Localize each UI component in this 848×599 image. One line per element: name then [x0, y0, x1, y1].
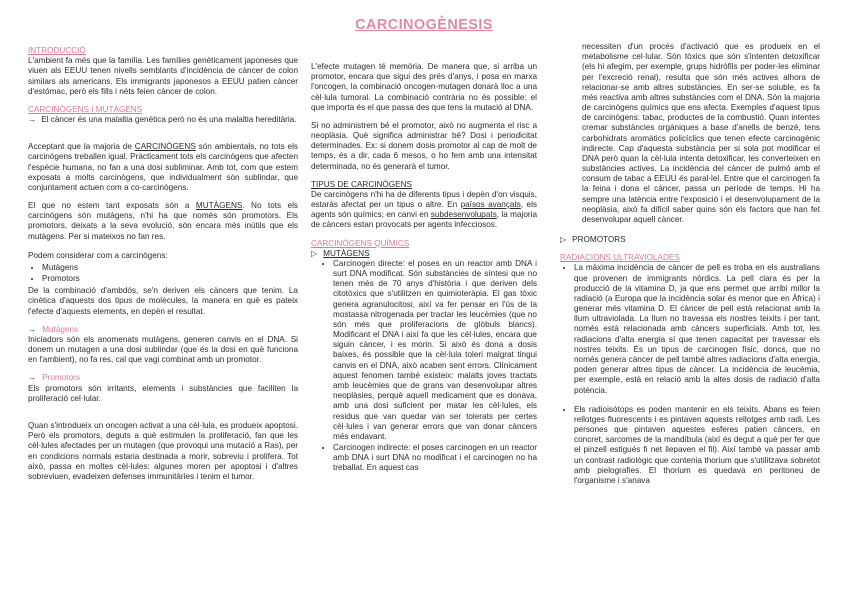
memory-paragraph: L'efecte mutagen té memòria. De manera que, si arriba un promotor, encara que sigui des prés d'anys, i posa en marxa l'oncogen, la combinació oncogen-mutagen donarà lloc a una cèl·lula tumoral. La combinació contrària no és possible: el que importa és el que passa des que tens la mutació al DNA. [311, 62, 537, 112]
right-arrow-icon: → [28, 324, 37, 334]
mutagens-definition: Iniciadors són els anomenats mutàgens, generen canvis en el DNA. Si donem un mutagen a una dosi sublindar (que és la dosi en què funciona en l'ambient), no fa res, cal que vagi combinat amb un promotor. [28, 334, 298, 365]
arrow-note-text: El càncer és una malaltia genètica però no és una malaltia hereditària. [41, 115, 297, 125]
mutagens-subheading: → Mutàgens [28, 324, 79, 334]
list-item: • Els radioisòtops es poden mantenir en els teixits. Abans es feien rellotges fluorescents i es pintaven aquests rellotges amb radi. Les persones que pintaven aquestes esferes patien càncers, en concret, sarcomes de la mandíbula (així és degut a què per fer que el pinzell estigués fi net llepaven el fil). Així també va passar amb un contrast radiològic que contenia thorium que s'utilitzava sobretot amb pielografies. El thorium es quedava en peritoneu de l'organisme i s'anava [574, 405, 820, 486]
promotors-group-heading: ▷ PROMOTORS [560, 235, 626, 245]
intro-paragraph: L'ambient fa més que la família. Les famílies genèticament japoneses que viuen als EEUU tenen nivells semblants d'incidència de càncer de colon similars als americans. Els immigrants japonesos a EEUU patien càncer d'estómac, però els fills i néts feien càncer de colon. [28, 56, 298, 96]
promotors-definition: Els promotors són irritants, elements i substàncies que faciliten la proliferació cel·lular. [28, 383, 298, 403]
section-heading-carcinogens-mutagens: CARCINÒGENS I MUTÀGENS [28, 104, 143, 114]
section-heading-chemical: CARCINÒGENS QUÍMICS [311, 238, 410, 248]
link-underdeveloped: subdesenvolupats [430, 210, 497, 220]
combination-paragraph: De la combinació d'ambdós, se'n deriven els càncers que tenim. La cinètica d'aquests dos tipus de molècules, la manera en què es pateix l'efecte d'aquests elements, en depèn el resultat. [28, 286, 298, 316]
section-heading-types: TIPUS DE CARCINÒGENS [311, 179, 412, 189]
chemical-carcinogen-list [311, 259, 537, 474]
triangle-right-icon: ▷ [560, 235, 567, 245]
carcinogen-types-list [28, 263, 298, 284]
section-heading-intro: INTRODUCCIÓ [28, 46, 86, 55]
right-arrow-icon: → [28, 115, 37, 125]
list-item: • Promotors [42, 274, 298, 284]
mutagens-term: MUTÀGENS [195, 201, 243, 211]
column-2 [311, 62, 537, 476]
list-item: • Mutàgens [42, 263, 298, 273]
administration-paragraph: Si no administrem bé el promotor, això no augmenta el risc a neoplàsia. Què significa administrar bé? Dosi i periodicitat determinades. Ex: si donem dosis promotor al cap de molt de temps, és a dir, cada 6 mesos, o ho fem amb una intensitat determinada, no és generarà el tumor. [311, 120, 537, 171]
types-paragraph: De carcinògens n'hi ha de diferents tipus i depèn d'on visquis, estaràs afectat per un tipus o altre. En països avançats, els agents són químics; en canvi en subdesenvolupats, la majoria de càncers estan provocats per agents infecciosos. [311, 189, 538, 230]
arrow-note [28, 115, 298, 125]
column-1 [28, 46, 298, 490]
promotors-subheading: → Promotors [28, 373, 80, 383]
list-item-indirect: • Carcinogen indirecte: el poses carcinogen en un reactor amb DNA i surt DNA no modificat i el carcinogen no ha treballat. En aquest cas [333, 443, 537, 474]
carcinogens-term: CARCINÒGENS [134, 142, 196, 152]
document-title: CARCINOGÈNESIS [355, 17, 493, 33]
link-advanced-countries: països avançats [460, 200, 521, 210]
list-item: • La màxima incidència de càncer de pell es troba en els australians que provenen de immigrants nòrdics. La pell clara és per la producció de la vitamina D, ja que ens permet que arribi millor la radiació (a Europa que la incidència solar és menor que en Àfrica) i generar més vitamina D. El càncer de pell està relacionat amb la llum ultraviolada. La llum no travessa els nostres teixits i per tant, només està relacionada amb càncers superficials. Amb tot, les radiacions d'alta energia sí que tenen capacitat per travessar els nostres teixits. És un tipus de carcinogen físic, doncs, que no només genera càncer de pell també altres radiacions d'alta energia, poden generar altres tipus de càncer. La incidència de leucèmia, per exemple, està en relació amb la altes dosis de radiació d'alta potència. [574, 263, 820, 395]
consider-paragraph: Podem considerar com a carcinògens: [28, 250, 168, 260]
mutagens-paragraph: El que no estem tant exposats són a MUTÀGENS. No tots els carcinògens són mutàgens, n'hi ha que només són promotors. Els promotors, deixats a la seva evolució, són encara més inútils que els mutàgens. Per si mateixos no fan res. [28, 201, 298, 241]
uv-list [560, 263, 820, 486]
oncogen-paragraph: Quan s'introdueix un oncogen activat a una cèl·lula, es produeix apoptosi. Però els promotors, deguts a què estimulen la proliferació, fan que les cèl·lules afectades per un mutagen (que provoqui una mutació a Ras), per en condicions normals estaria destinada a morir, sobreviu i prolifera. Tot això, passa en moltes cèl·lules: algunes moren per apoptosi i d'altres sobreviuen, evadeixen defenses immunitàries i tenim el tumor. [28, 420, 298, 481]
continued-paragraph: necessiten d'un procés d'activació que es produeix en el metabolisme cel·lular. Són tòxics que són s'intenten detoxificar (els hi afegim, per exemple, grups hidròfils per poder-les eliminar per l'excreció renal), resulta que són més actives alhora de relacionar-se amb altres substàncies. En ser-se soluble, es fa més reactiva amb altres substàncies com el DNA. Són la majoria de carcinògens químics que ens afecta. Exemples d'aquest tipus de carcinògens: tabac, productes de la combustió. Quan intentes cremar substàncies orgàniques a base d'anells de benzè, tens carbohidrats aromàtics policíclics que tenen efecte carcinogènic indirecte. Cap d'aquesta substància per si sola pot modificar el DNA però quan la cèl·lula intenta detoxificar, les converteixen en substàncies actives. La incidència del càncer de pulmó amb el consum de tabac a EEUU és paral·lel. Entre que el carcinogen fa la feina i dona el càncer, passa un període de temps. Hi ha sempre una latència entre l'exposició i el desenvolupament de la neoplàsia, això fa difícil saber quins són els factors que han fet desenvolupar aquell càncer. [582, 42, 820, 224]
list-item-direct: • Carcinogen directe: el poses en un reactor amb DNA i surt DNA modificat. Són substàncies de síntesi que no tenen més de 70 anys d'història i que deriven dels citotòxics que s'utilitzen en quimioteràpia. El gas tòxic genera agranulocitosi, així va fer pensar en l'ús de la mostassa nitrogenada per tractar les leucèmies (que no són més que proliferacions de glòbuls blancs). Modificant el DNA i així fa que les cèl·lules, encara que siguin càncer, i es morin. Si això és dona a dosis baixes, és possible que la cèl·lula toleri malgrat tingui canvis en el DNA, això acaben sent errors. Clínicament aquest fenomen també existeix: malalts joves tractats amb leucèmies que de grans van desenvolupar altres neoplàsies, perquè aquell medicament que es donava, amb una dosi suficient per matar les cèl·lules, els residus que van quedar van ser tolerats per certes cèl·lules i van generar errors que van donar càncers més endavant. [333, 259, 537, 442]
carcinogens-paragraph: Acceptant que la majoria de CARCINÒGENS són ambientals, no tots els carcinògens treballen igual. Pràcticament tots els carcinògens que afecten l'espècie humana, no fan a una dosi subliminar. Amb tot, com que estem exposats a molts carcinògens, que individualment són sublindar, que conjuntament actuen com a co-carcinògens. [28, 142, 299, 192]
mutagens-group-heading: ▷ MUTÀGENS [311, 248, 370, 258]
triangle-right-icon: ▷ [311, 248, 318, 258]
section-heading-uv: RADIACIONS ULTRAVIOLADES [560, 253, 680, 263]
column-3 [560, 42, 820, 488]
right-arrow-icon: → [28, 373, 37, 383]
